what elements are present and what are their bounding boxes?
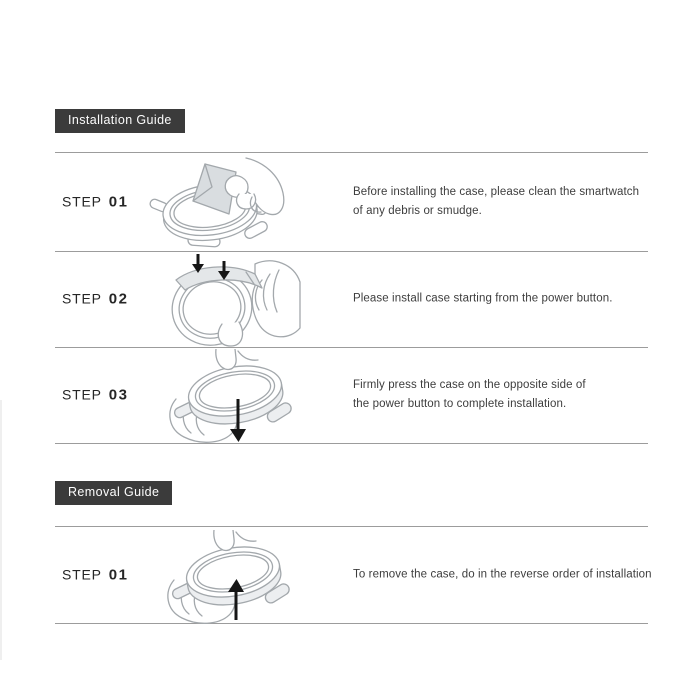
step-number: 03 bbox=[108, 386, 129, 404]
step-row bbox=[0, 347, 700, 443]
press-case-illustration bbox=[160, 349, 305, 450]
step-label bbox=[62, 291, 128, 308]
step-label bbox=[62, 193, 128, 210]
description-line: Please install case starting from the power button. bbox=[353, 292, 613, 305]
step-number: 01 bbox=[108, 193, 129, 210]
step-description bbox=[353, 183, 639, 221]
watch-wipe-drawing bbox=[148, 157, 293, 252]
case-press-drawing bbox=[160, 349, 305, 445]
remove-case-illustration bbox=[158, 530, 303, 631]
step-number: 01 bbox=[108, 566, 129, 583]
divider bbox=[55, 443, 648, 444]
clean-smartwatch-illustration bbox=[148, 157, 293, 257]
case-install-drawing bbox=[158, 252, 303, 348]
step-word: STEP bbox=[62, 566, 102, 582]
left-edge-artifact bbox=[0, 400, 2, 660]
pointing-finger bbox=[216, 349, 236, 369]
step-word: STEP bbox=[62, 193, 102, 209]
description-line: To remove the case, do in the reverse order of installation bbox=[353, 568, 652, 580]
install-case-illustration bbox=[158, 252, 303, 353]
step-row bbox=[0, 526, 700, 623]
divider bbox=[55, 623, 648, 624]
step-label bbox=[62, 387, 128, 404]
thumb bbox=[218, 322, 242, 346]
step-label bbox=[62, 566, 128, 583]
step-word: STEP bbox=[62, 386, 102, 403]
description-line: the power button to complete installation. bbox=[353, 398, 567, 410]
description-line: Firmly press the case on the opposite side of bbox=[353, 379, 586, 391]
step-description bbox=[353, 376, 586, 414]
description-line: Before installing the case, please clean the smartwatch bbox=[353, 185, 640, 198]
step-number: 02 bbox=[108, 290, 129, 308]
step-word: STEP bbox=[62, 290, 102, 307]
finger-behind-ring bbox=[214, 530, 234, 550]
step-row bbox=[0, 152, 700, 251]
case-removal-drawing bbox=[158, 530, 303, 626]
step-row bbox=[0, 251, 700, 347]
step-description bbox=[353, 565, 652, 584]
description-line: of any debris or smudge. bbox=[353, 204, 482, 217]
hand-outline bbox=[252, 261, 300, 337]
removal-guide-badge: Removal Guide bbox=[55, 481, 172, 505]
step-description bbox=[353, 290, 613, 309]
installation-guide-badge: Installation Guide bbox=[55, 109, 185, 133]
